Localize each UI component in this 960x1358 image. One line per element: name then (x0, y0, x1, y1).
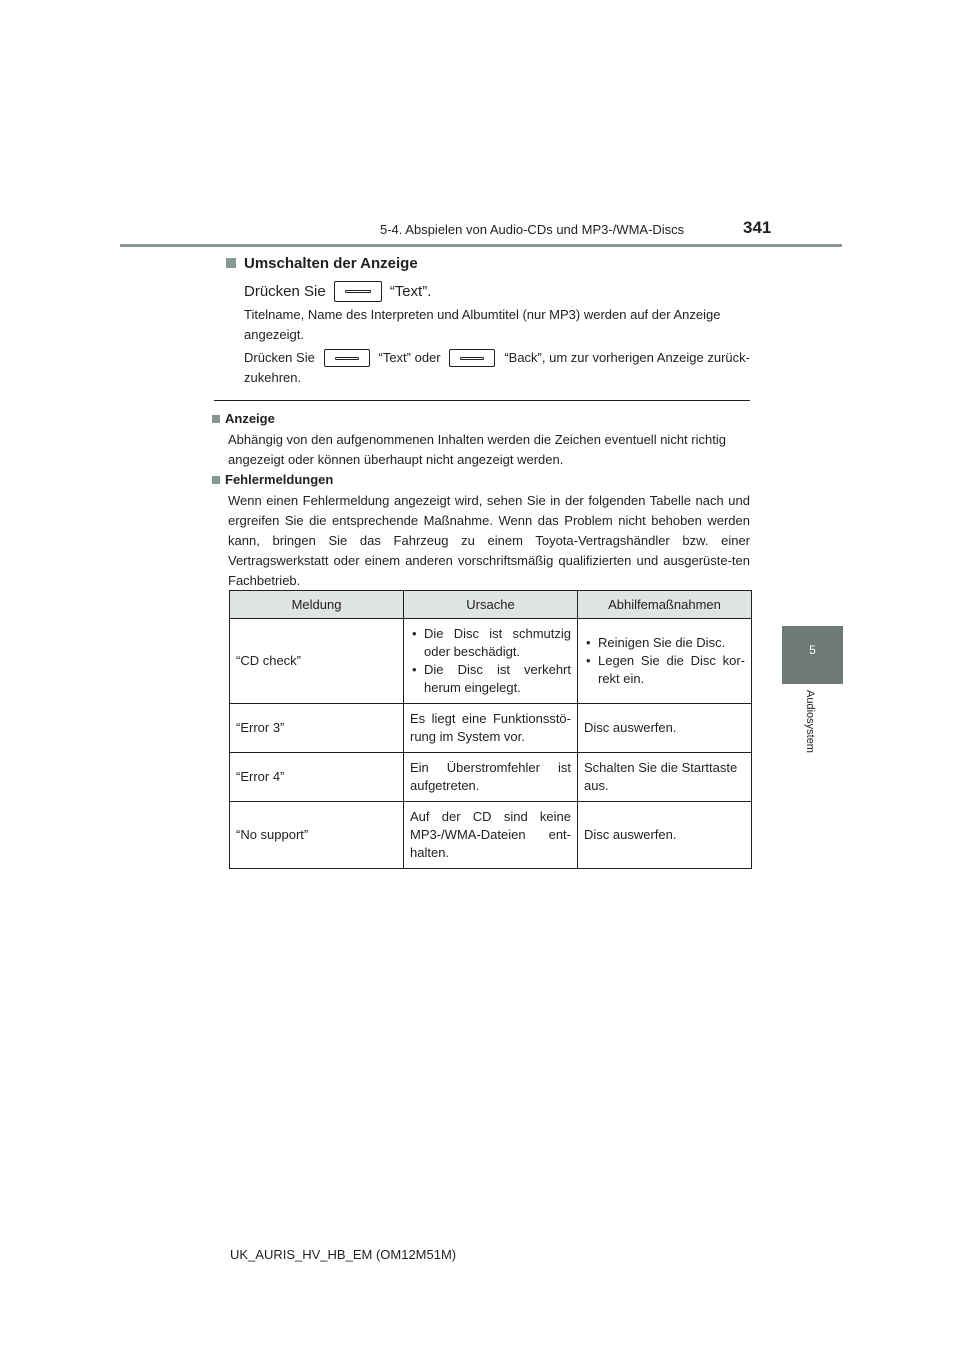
cause-cell: Es liegt eine Funktionsstö-rung im System vor. (404, 704, 578, 753)
screen-button-icon (334, 281, 382, 302)
cause-cell (404, 619, 578, 704)
cause-cell: Ein Überstromfehler ist aufgetreten. (404, 753, 578, 802)
press-instruction (244, 281, 431, 302)
note-text-fehlermeldungen: Wenn einen Fehlermeldung angezeigt wird, sehen Sie in der folgenden Tabelle nach und ergreifen Sie die entsprechende Maßnahme. Wenn das Problem nicht behoben werden kann, bringen Sie das Fahrzeug zu einem Toyota-Vertragshändler bzw. einer Vertragswerkstatt oder einem anderen vorschriftsmäßig qualifizierten und ausgerüste-ten Fachbetrieb. (228, 493, 750, 588)
square-bullet-icon (212, 476, 220, 484)
page-number: 341 (743, 218, 772, 237)
square-bullet-icon (212, 415, 220, 423)
remedy-cell: Disc auswerfen. (578, 802, 752, 869)
column-header-meldung: Meldung (230, 591, 404, 619)
screen-button-icon (449, 349, 495, 367)
table-header-row (230, 591, 752, 619)
message-cell: “Error 3” (230, 704, 404, 753)
header-rule (120, 244, 842, 247)
remedy-cell: Schalten Sie die Starttaste aus. (578, 753, 752, 802)
section-divider (214, 400, 750, 401)
cause-cell: Auf der CD sind keine MP3-/WMA-Dateien ent-halten. (404, 802, 578, 869)
chapter-label: Audiosystem (804, 690, 816, 753)
message-cell: “Error 4” (230, 753, 404, 802)
list-item: • Reinigen Sie die Disc. (584, 634, 745, 652)
remedy-cell: Disc auswerfen. (578, 704, 752, 753)
list-item: • Die Disc ist verkehrt herum eingelegt. (410, 661, 571, 697)
table-row (230, 753, 752, 802)
press-prefix: Drücken Sie (244, 283, 326, 300)
header-title: 5-4. Abspielen von Audio-CDs und MP3-/WMA-Discs (380, 222, 685, 237)
column-header-abhilfe: Abhilfemaßnahmen (578, 591, 752, 619)
table-row (230, 802, 752, 869)
error-message-table (229, 590, 752, 869)
section-heading (226, 255, 418, 272)
return-prefix: Drücken Sie (244, 350, 315, 365)
section-heading-text: Umschalten der Anzeige (244, 255, 418, 272)
footer-code: UK_AURIS_HV_HB_EM (OM12M51M) (230, 1247, 457, 1262)
chapter-number: 5 (809, 643, 816, 657)
remedy-cell (578, 619, 752, 704)
square-bullet-icon (226, 258, 236, 268)
message-cell: “CD check” (230, 619, 404, 704)
message-cell: “No support” (230, 802, 404, 869)
table-row (230, 704, 752, 753)
screen-button-icon (324, 349, 370, 367)
table-row (230, 619, 752, 704)
return-instruction (244, 348, 750, 388)
note-text-anzeige: Abhängig von den aufgenommenen Inhalten werden die Zeichen eventuell nicht richtig angezeigt oder können überhaupt nicht angezeigt werden. (228, 432, 726, 467)
return-mid: “Text” oder (378, 350, 441, 365)
note-heading-text: Anzeige (225, 411, 275, 426)
display-description: Titelname, Name des Interpreten und Albumtitel (nur MP3) werden auf der Anzeige angezeigt. (244, 307, 721, 342)
note-heading-text: Fehlermeldungen (225, 472, 334, 487)
note-heading-fehlermeldungen (212, 472, 333, 487)
list-item: • Die Disc ist schmutzig oder beschädigt. (410, 625, 571, 661)
column-header-ursache: Ursache (404, 591, 578, 619)
note-heading-anzeige (212, 411, 275, 426)
list-item: • Legen Sie die Disc kor-rekt ein. (584, 652, 745, 688)
return-line2: zukehren. (244, 370, 302, 385)
press-suffix: “Text”. (389, 283, 432, 300)
return-suffix: “Back”, um zur vorherigen Anzeige zurück- (504, 350, 750, 365)
